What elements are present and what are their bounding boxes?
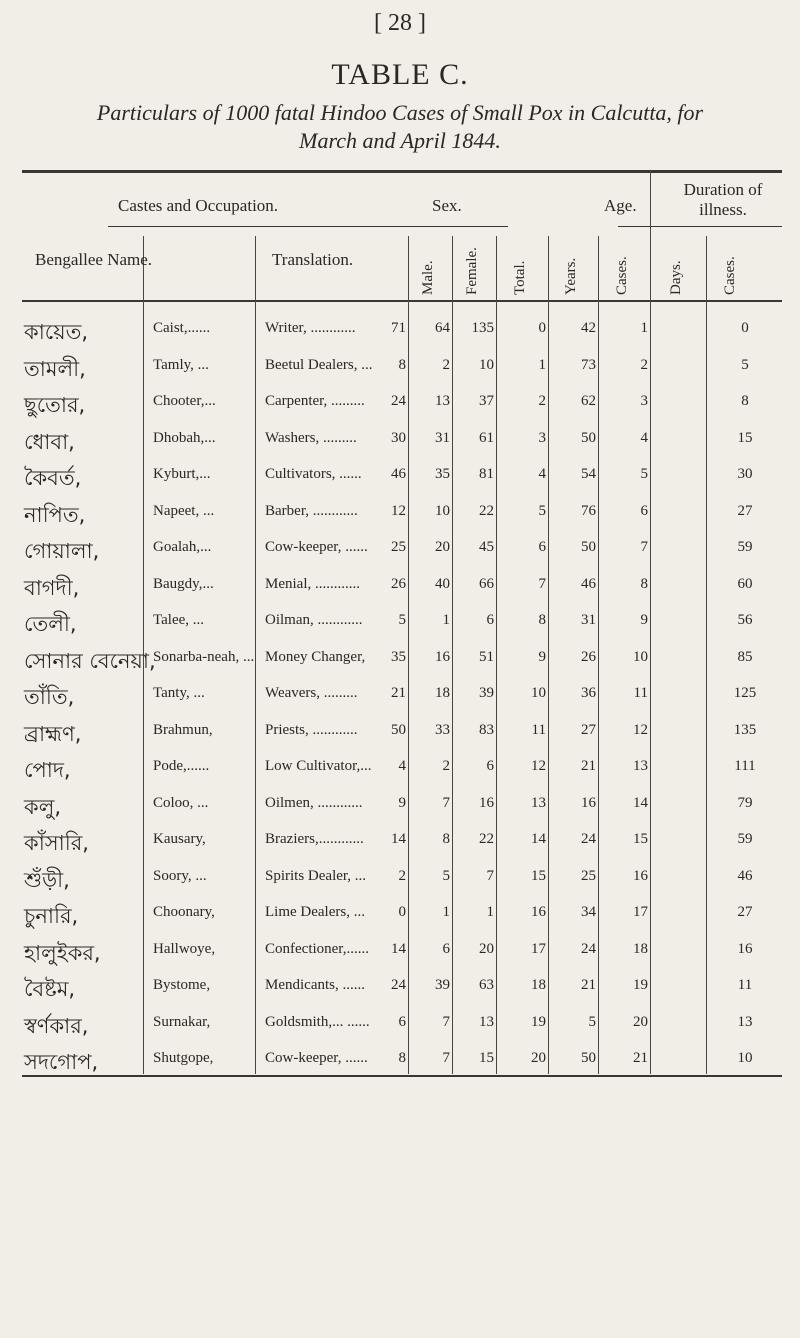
duration-cases: 60 — [737, 575, 753, 592]
male-count: 12 — [391, 502, 406, 519]
age-cases: 36 — [581, 685, 596, 701]
age-years: 5 — [538, 502, 546, 519]
female-count: 2 — [442, 356, 450, 373]
translation: Money Changer, — [265, 648, 366, 665]
age-cases: 50 — [581, 539, 596, 555]
female-count: 8 — [442, 831, 450, 847]
age-cases: 21 — [581, 758, 596, 774]
duration-cases: 111 — [734, 758, 756, 774]
english-name: Choonary, — [153, 904, 215, 920]
duration-cases: 27 — [737, 904, 753, 920]
age-years: 12 — [531, 758, 546, 774]
header-years: Years. — [563, 257, 579, 295]
duration-days: 6 — [640, 502, 648, 519]
age-years: 19 — [531, 1013, 546, 1030]
female-count: 7 — [442, 1050, 450, 1066]
male-count: 30 — [391, 429, 406, 446]
duration-days: 2 — [640, 356, 648, 373]
total-count: 51 — [479, 648, 494, 665]
female-count: 2 — [442, 758, 450, 774]
duration-cases: 10 — [737, 1050, 753, 1066]
age-cases: 76 — [581, 502, 596, 519]
bengali-name: বাগদী, — [24, 575, 80, 600]
english-name: Bystome, — [153, 977, 211, 993]
table-row — [0, 860, 800, 896]
age-cases: 62 — [581, 393, 596, 409]
total-count: 83 — [479, 721, 494, 738]
female-count: 35 — [435, 466, 450, 482]
bengali-name: কৈবর্ত, — [24, 466, 82, 490]
table-row — [0, 568, 800, 604]
age-cases: 24 — [581, 940, 596, 957]
bengali-name: সোনার বেনেয়া, — [24, 648, 156, 673]
english-name: Surnakar, — [153, 1013, 211, 1030]
english-name: Baugdy,... — [153, 575, 214, 592]
male-count: 26 — [391, 575, 406, 592]
male-count: 6 — [398, 1013, 406, 1030]
translation: Cow-keeper, ...... — [265, 539, 368, 555]
header-female: Female. — [464, 247, 480, 295]
table-row — [0, 714, 800, 750]
bengali-name: হালুইকর, — [24, 940, 101, 965]
bengali-name: ধোবা, — [24, 429, 75, 454]
table-row — [0, 677, 800, 713]
table-row — [0, 787, 800, 823]
total-count: 16 — [479, 794, 494, 811]
english-name: Caist,...... — [153, 320, 211, 336]
translation: Weavers, ......... — [265, 685, 358, 701]
duration-days: 21 — [633, 1050, 648, 1066]
female-count: 40 — [435, 575, 450, 592]
female-count: 18 — [435, 685, 450, 701]
duration-days: 17 — [633, 904, 648, 920]
duration-cases: 30 — [737, 466, 753, 482]
duration-cases: 59 — [737, 539, 753, 555]
age-years: 7 — [538, 575, 546, 592]
age-cases: 50 — [581, 429, 596, 446]
table-row — [0, 604, 800, 640]
age-years: 15 — [531, 867, 546, 884]
age-years: 9 — [538, 648, 546, 665]
male-count: 0 — [398, 904, 406, 920]
male-count: 8 — [398, 1050, 406, 1066]
english-name: Brahmun, — [153, 721, 213, 738]
male-count: 8 — [398, 356, 406, 373]
bengali-name: গোয়ালা, — [24, 539, 100, 563]
female-count: 1 — [442, 904, 450, 920]
male-count: 14 — [391, 831, 406, 847]
english-name: Talee, ... — [153, 612, 205, 628]
english-name: Kyburt,... — [153, 466, 211, 482]
translation: Writer, ............ — [265, 320, 356, 336]
english-name: Soory, ... — [153, 867, 207, 884]
duration-cases: 11 — [737, 977, 753, 993]
translation: Beetul Dealers, ... — [265, 356, 373, 373]
total-count: 13 — [479, 1013, 494, 1030]
female-count: 13 — [435, 393, 450, 409]
duration-cases: 85 — [737, 648, 753, 665]
male-count: 14 — [391, 940, 406, 957]
bengali-name: নাপিত, — [24, 502, 86, 527]
header-days: Days. — [668, 260, 684, 295]
total-count: 1 — [486, 904, 494, 920]
english-name: Sonarba-neah, ... — [153, 648, 255, 665]
table-row — [0, 1006, 800, 1042]
duration-cases: 59 — [737, 831, 753, 847]
total-count: 20 — [479, 940, 494, 957]
age-cases: 25 — [581, 867, 596, 884]
table-row — [0, 641, 800, 677]
table-row — [0, 495, 800, 531]
age-cases: 5 — [588, 1013, 596, 1030]
bengali-name: শুঁড়ী, — [24, 867, 70, 892]
female-count: 7 — [442, 794, 450, 811]
duration-cases: 27 — [737, 502, 753, 519]
female-count: 7 — [442, 1013, 450, 1030]
duration-days: 9 — [640, 612, 648, 628]
header-bengallee-name: Bengallee Name. — [35, 250, 153, 269]
total-count: 15 — [479, 1050, 494, 1066]
bengali-name: কলু, — [24, 794, 62, 819]
translation: Lime Dealers, ... — [265, 904, 365, 920]
bengali-name: বৈষ্টম, — [24, 977, 76, 1001]
translation: Menial, ............ — [265, 575, 360, 592]
total-count: 6 — [486, 612, 494, 628]
male-count: 50 — [391, 721, 406, 738]
male-count: 24 — [391, 977, 406, 993]
duration-cases: 125 — [733, 685, 757, 701]
total-count: 45 — [479, 539, 494, 555]
bengali-name: তাঁতি, — [24, 685, 75, 709]
duration-days: 16 — [633, 867, 648, 884]
bengali-name: চুনারি, — [24, 904, 79, 928]
header-rule — [22, 300, 782, 302]
duration-cases: 15 — [737, 429, 753, 446]
male-count: 46 — [391, 466, 406, 482]
total-count: 22 — [479, 831, 494, 847]
translation: Low Cultivator,... — [265, 758, 372, 774]
bengali-name: ব্রাহ্মণ, — [24, 721, 82, 746]
english-name: Coloo, ... — [153, 794, 209, 811]
total-count: 61 — [479, 429, 494, 446]
translation: Carpenter, ......... — [265, 393, 365, 409]
table-row — [0, 969, 800, 1005]
translation: Spirits Dealer, ... — [265, 867, 367, 884]
age-cases: 42 — [581, 320, 596, 336]
age-years: 20 — [531, 1050, 546, 1066]
age-years: 3 — [538, 429, 546, 446]
female-count: 6 — [442, 940, 450, 957]
female-count: 16 — [435, 648, 450, 665]
header-age: Age. — [604, 196, 637, 215]
male-count: 21 — [391, 685, 406, 701]
age-cases: 26 — [581, 648, 596, 665]
english-name: Hallwoye, — [153, 940, 216, 957]
male-count: 35 — [391, 648, 406, 665]
bengali-name: তেলী, — [24, 612, 77, 636]
duration-days: 12 — [633, 721, 648, 738]
age-years: 2 — [538, 393, 546, 409]
duration-days: 13 — [633, 758, 648, 774]
total-count: 10 — [479, 356, 494, 373]
duration-cases: 13 — [737, 1013, 753, 1030]
duration-days: 19 — [633, 977, 648, 993]
translation: Cultivators, ...... — [265, 466, 362, 482]
header-translation: Translation. — [272, 250, 354, 269]
duration-cases: 56 — [737, 612, 753, 628]
english-name: Goalah,... — [153, 539, 212, 555]
age-years: 13 — [531, 794, 546, 811]
translation: Goldsmith,... ...... — [265, 1013, 370, 1030]
age-years: 18 — [531, 977, 546, 993]
bengali-name: কায়েত, — [24, 320, 89, 344]
total-count: 135 — [471, 320, 494, 336]
translation: Washers, ......... — [265, 429, 357, 446]
age-cases: 73 — [581, 356, 596, 373]
female-count: 1 — [442, 612, 450, 628]
female-count: 20 — [435, 539, 450, 555]
age-years: 16 — [531, 904, 546, 920]
male-count: 4 — [398, 758, 406, 774]
duration-cases: 5 — [741, 356, 749, 373]
total-count: 37 — [479, 393, 494, 409]
female-count: 31 — [435, 429, 450, 446]
duration-days: 4 — [640, 429, 648, 446]
translation: Confectioner,...... — [265, 940, 369, 957]
total-count: 63 — [479, 977, 494, 993]
duration-days: 7 — [640, 539, 648, 555]
age-years: 17 — [531, 940, 546, 957]
total-count: 6 — [486, 758, 494, 774]
english-name: Dhobah,... — [153, 429, 216, 446]
table-row — [0, 896, 800, 932]
duration-cases: 16 — [737, 940, 753, 957]
male-count: 71 — [391, 320, 406, 336]
table-subtitle: Particulars of 1000 fatal Hindoo Cases of Small Pox in Calcutta, for — [96, 100, 704, 125]
translation: Cow-keeper, ...... — [265, 1050, 368, 1066]
header-castes: Castes and Occupation. — [118, 196, 279, 215]
duration-cases: 135 — [733, 721, 757, 738]
age-cases: 31 — [581, 612, 596, 628]
age-years: 11 — [531, 721, 546, 738]
total-count: 22 — [479, 502, 494, 519]
top-rule — [22, 170, 782, 173]
total-count: 39 — [479, 685, 494, 701]
translation: Braziers,............ — [265, 831, 364, 847]
total-count: 66 — [479, 575, 494, 592]
age-years: 14 — [531, 831, 546, 847]
duration-days: 15 — [633, 831, 648, 847]
age-years: 1 — [538, 356, 546, 373]
table-subtitle-line2: March and April 1844. — [299, 128, 501, 153]
female-count: 33 — [435, 721, 450, 738]
english-name: Shutgope, — [153, 1050, 214, 1066]
total-count: 81 — [479, 466, 494, 482]
duration-days: 5 — [640, 466, 648, 482]
bengali-name: তামলী, — [24, 356, 86, 381]
female-count: 5 — [442, 867, 450, 884]
duration-days: 14 — [633, 794, 648, 811]
age-cases: 46 — [581, 575, 596, 592]
duration-days: 11 — [633, 685, 648, 701]
table-row — [0, 422, 800, 458]
duration-cases: 46 — [737, 867, 753, 884]
table-title: TABLE C. — [331, 58, 469, 91]
english-name: Napeet, ... — [153, 502, 215, 519]
age-cases: 21 — [581, 977, 596, 993]
age-cases: 24 — [581, 831, 596, 847]
translation: Priests, ............ — [265, 721, 358, 738]
translation: Oilman, ............ — [265, 612, 363, 628]
header-duration: Duration of illness. — [683, 180, 763, 219]
translation: Barber, ............ — [265, 502, 358, 519]
age-years: 4 — [538, 466, 546, 482]
header-duration-cases: Cases. — [722, 256, 738, 295]
age-cases: 54 — [581, 466, 596, 482]
age-cases: 16 — [581, 794, 596, 811]
bengali-name: কাঁসারি, — [24, 831, 89, 855]
translation: Mendicants, ...... — [265, 977, 365, 993]
male-count: 5 — [398, 612, 406, 628]
age-years: 10 — [531, 685, 546, 701]
table-row — [0, 349, 800, 385]
english-name: Chooter,... — [153, 393, 216, 409]
translation: Oilmen, ............ — [265, 794, 363, 811]
group-rule-age — [618, 226, 782, 227]
female-count: 64 — [435, 320, 450, 336]
age-cases: 50 — [581, 1050, 596, 1066]
age-years: 0 — [538, 320, 546, 336]
table-row — [0, 1042, 800, 1078]
table-row — [0, 458, 800, 494]
female-count: 39 — [435, 977, 450, 993]
total-count: 7 — [486, 867, 494, 884]
male-count: 2 — [398, 867, 406, 884]
duration-days: 1 — [640, 320, 648, 336]
table-row — [0, 750, 800, 786]
header-cases: Cases. — [614, 256, 630, 295]
duration-cases: 8 — [741, 393, 749, 409]
header-male: Male. — [420, 260, 436, 295]
english-name: Pode,...... — [153, 758, 210, 774]
page-number: [ 28 ] — [374, 10, 426, 36]
table-row — [0, 385, 800, 421]
duration-days: 18 — [633, 940, 648, 957]
table-row — [0, 933, 800, 969]
duration-days: 10 — [633, 648, 648, 665]
male-count: 24 — [391, 393, 406, 409]
bengali-name: ছুতোর, — [24, 393, 86, 417]
duration-days: 20 — [633, 1013, 648, 1030]
table-row — [0, 312, 800, 348]
bengali-name: সদগোপ, — [24, 1050, 99, 1074]
bengali-name: পোদ, — [24, 758, 71, 782]
age-years: 6 — [538, 539, 546, 555]
english-name: Tanty, ... — [153, 685, 205, 701]
group-rule-castes — [108, 226, 508, 227]
male-count: 9 — [398, 794, 406, 811]
table-row — [0, 531, 800, 567]
duration-days: 8 — [640, 575, 648, 592]
english-name: Kausary, — [153, 831, 206, 847]
table-row — [0, 823, 800, 859]
duration-cases: 0 — [741, 320, 749, 336]
age-cases: 34 — [581, 904, 596, 920]
age-years: 8 — [538, 612, 546, 628]
duration-days: 3 — [640, 393, 648, 409]
age-cases: 27 — [581, 721, 596, 738]
english-name: Tamly, ... — [153, 356, 209, 373]
header-sex: Sex. — [432, 196, 462, 215]
female-count: 10 — [435, 502, 450, 519]
duration-cases: 79 — [737, 794, 753, 811]
male-count: 25 — [391, 539, 406, 555]
bengali-name: স্বর্ণকার, — [24, 1013, 89, 1038]
header-total: Total. — [512, 260, 528, 295]
